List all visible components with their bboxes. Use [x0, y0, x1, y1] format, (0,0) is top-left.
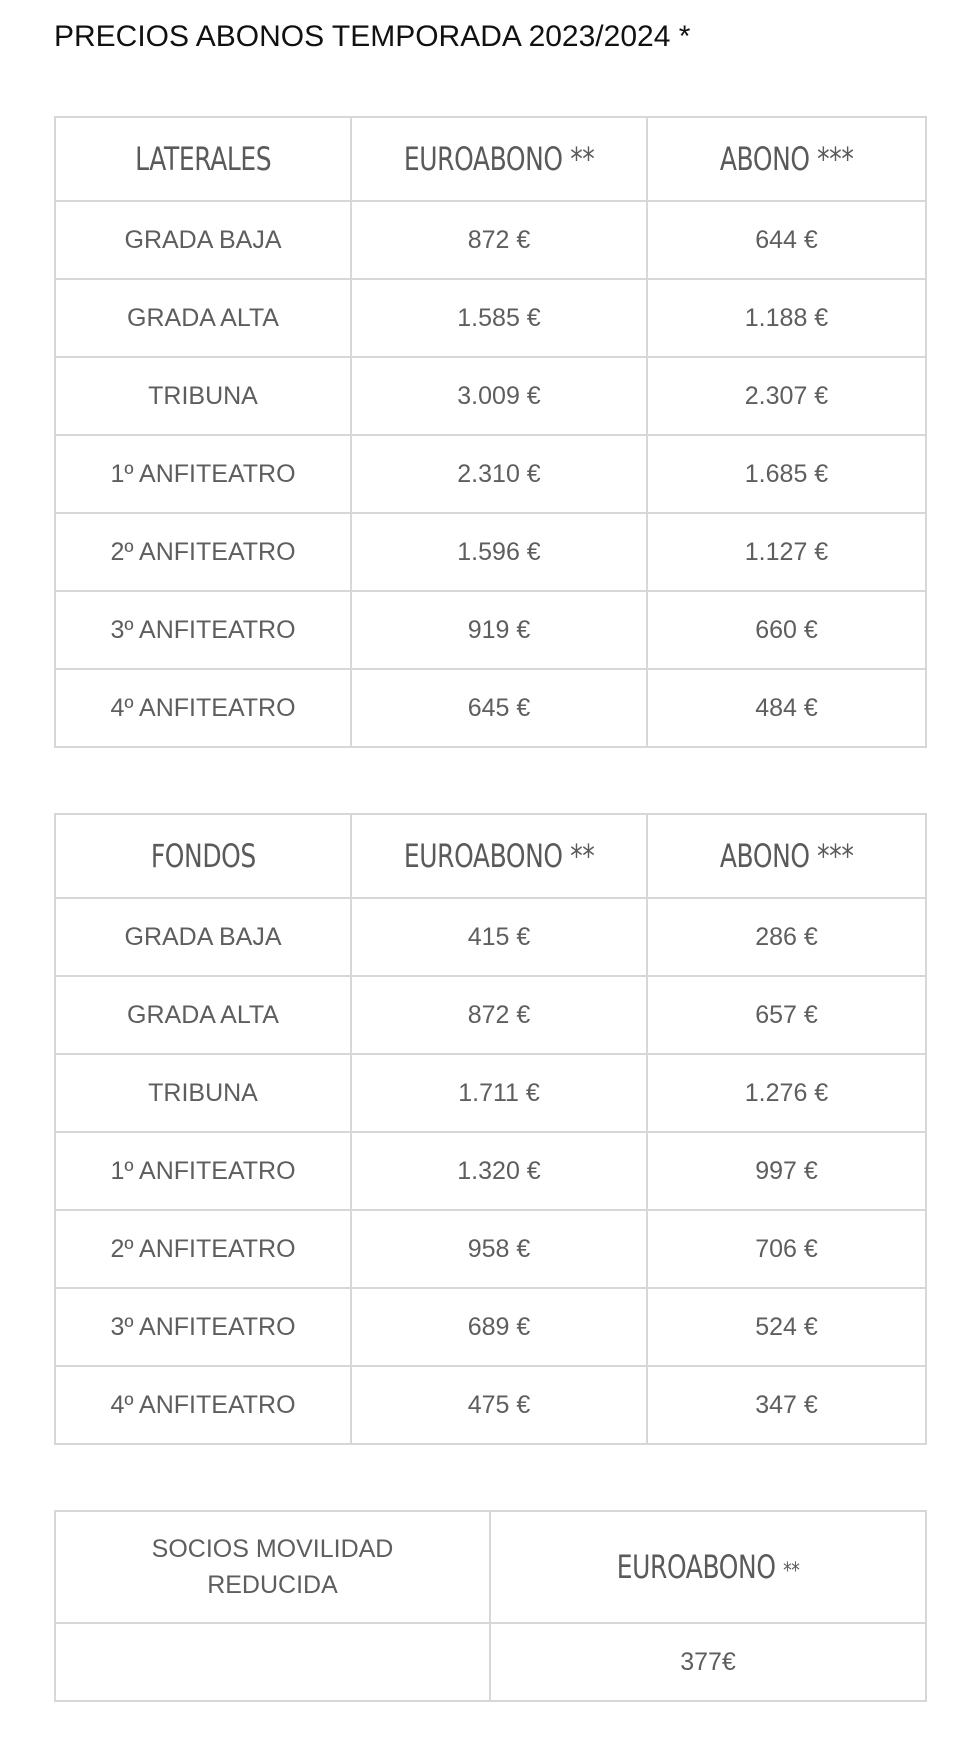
- abono-price-cell: 524 €: [647, 1288, 926, 1366]
- table-row: [55, 1054, 926, 1132]
- zone-cell: GRADA ALTA: [55, 279, 351, 357]
- abono-price-cell: 484 €: [647, 669, 926, 747]
- abono-price-cell: 286 €: [647, 898, 926, 976]
- movilidad-reducida-price-table: [54, 1510, 927, 1702]
- zone-cell: [55, 1623, 490, 1701]
- abono-price-cell: 706 €: [647, 1210, 926, 1288]
- zone-cell: GRADA BAJA: [55, 201, 351, 279]
- header-euroabono: EUROABONO **: [351, 117, 647, 201]
- abono-price-cell: 1.188 €: [647, 279, 926, 357]
- euroabono-price-cell: 1.320 €: [351, 1132, 647, 1210]
- euroabono-price-cell: 689 €: [351, 1288, 647, 1366]
- euroabono-price-cell: 1.596 €: [351, 513, 647, 591]
- table-row: [55, 357, 926, 435]
- table-row: [55, 898, 926, 976]
- zone-cell: 3º ANFITEATRO: [55, 1288, 351, 1366]
- euroabono-price-cell: 872 €: [351, 976, 647, 1054]
- abono-price-cell: 657 €: [647, 976, 926, 1054]
- table-row: [55, 435, 926, 513]
- table-row: [55, 1623, 926, 1701]
- abono-price-cell: 1.685 €: [647, 435, 926, 513]
- abono-price-cell: 660 €: [647, 591, 926, 669]
- euroabono-price-cell: 872 €: [351, 201, 647, 279]
- zone-cell: GRADA BAJA: [55, 898, 351, 976]
- table-row: [55, 1132, 926, 1210]
- euroabono-price-cell: 1.711 €: [351, 1054, 647, 1132]
- abono-price-cell: 997 €: [647, 1132, 926, 1210]
- euroabono-price-cell: 2.310 €: [351, 435, 647, 513]
- zone-cell: 1º ANFITEATRO: [55, 435, 351, 513]
- header-abono: ABONO ***: [647, 814, 926, 898]
- zone-cell: 4º ANFITEATRO: [55, 669, 351, 747]
- zone-cell: TRIBUNA: [55, 1054, 351, 1132]
- page-title: PRECIOS ABONOS TEMPORADA 2023/2024 *: [54, 20, 691, 53]
- table-row: [55, 1210, 926, 1288]
- table-header-row: [55, 814, 926, 898]
- table-row: [55, 279, 926, 357]
- table-row: [55, 976, 926, 1054]
- table-row: [55, 1288, 926, 1366]
- euroabono-price-cell: 958 €: [351, 1210, 647, 1288]
- table-header-row: [55, 117, 926, 201]
- euroabono-price-cell: 475 €: [351, 1366, 647, 1444]
- header-abono: ABONO ***: [647, 117, 926, 201]
- euroabono-price-cell: 1.585 €: [351, 279, 647, 357]
- zone-cell: TRIBUNA: [55, 357, 351, 435]
- zone-cell: 4º ANFITEATRO: [55, 1366, 351, 1444]
- header-laterales: LATERALES: [55, 117, 351, 201]
- table-row: [55, 1366, 926, 1444]
- header-socios-movilidad-reducida: SOCIOS MOVILIDAD REDUCIDA: [55, 1511, 490, 1623]
- euroabono-price-cell: 919 €: [351, 591, 647, 669]
- euroabono-price-cell: 3.009 €: [351, 357, 647, 435]
- abono-price-cell: 347 €: [647, 1366, 926, 1444]
- abono-price-cell: 1.127 €: [647, 513, 926, 591]
- table-row: [55, 669, 926, 747]
- zone-cell: 1º ANFITEATRO: [55, 1132, 351, 1210]
- header-fondos: FONDOS: [55, 814, 351, 898]
- table-header-row: [55, 1511, 926, 1623]
- zone-cell: 2º ANFITEATRO: [55, 1210, 351, 1288]
- zone-cell: 3º ANFITEATRO: [55, 591, 351, 669]
- fondos-price-table: [54, 813, 927, 1445]
- zone-cell: 2º ANFITEATRO: [55, 513, 351, 591]
- abono-price-cell: 1.276 €: [647, 1054, 926, 1132]
- euroabono-price-cell: 415 €: [351, 898, 647, 976]
- table-row: [55, 201, 926, 279]
- laterales-price-table: [54, 116, 927, 748]
- abono-price-cell: 2.307 €: [647, 357, 926, 435]
- header-euroabono: EUROABONO **: [490, 1511, 926, 1623]
- euroabono-price-cell: 645 €: [351, 669, 647, 747]
- table-row: [55, 513, 926, 591]
- abono-price-cell: 644 €: [647, 201, 926, 279]
- table-row: [55, 591, 926, 669]
- zone-cell: GRADA ALTA: [55, 976, 351, 1054]
- header-euroabono: EUROABONO **: [351, 814, 647, 898]
- euroabono-price-cell: 377€: [490, 1623, 926, 1701]
